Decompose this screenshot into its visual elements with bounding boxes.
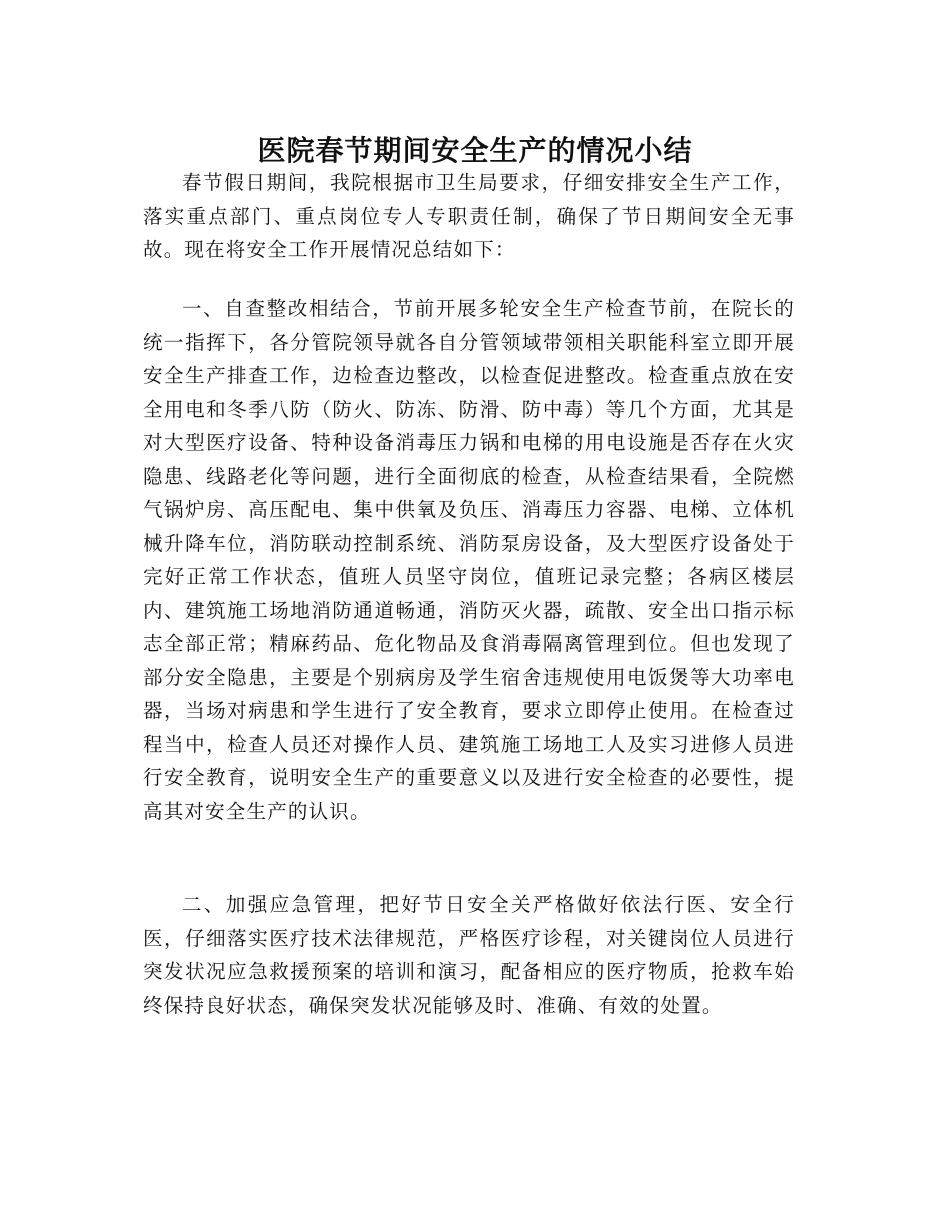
paragraph-section-1: 一、自查整改相结合，节前开展多轮安全生产检查节前，在院长的统一指挥下，各分管院领导就各自分管领域带领相关职能科室立即开展安全生产排查工作，边检查边整改，以检查促进整改。检查重点放在安全用电和冬季八防（防火、防冻、防滑、防中毒）等几个方面，尤其是对大型医疗设备、特种设备消毒压力锅和电梯的用电设施是否存在火灾隐患、线路老化等问题，进行全面彻底的检查，从检查结果看，全院燃气锅炉房、高压配电、集中供氧及负压、消毒压力容器、电梯、立体机械升降车位，消防联动控制系统、消防泵房设备，及大型医疗设备处于完好正常工作状态，值班人员坚守岗位，值班记录完整；各病区楼层内、建筑施工场地消防通道畅通，消防灭火器，疏散、安全出口指示标志全部正常；精麻药品、危化物品及食消毒隔离管理到位。但也发现了部分安全隐患，主要是个别病房及学生宿舍违规使用电饭煲等大功率电器，当场对病患和学生进行了安全教育，要求立即停止使用。在检查过程当中，检查人员还对操作人员、建筑施工场地工人及实习进修人员进行安全教育，说明安全生产的重要意义以及进行安全检查的必要性，提高其对安全生产的认识。: [143, 297, 795, 823]
paragraph-intro: 春节假日期间，我院根据市卫生局要求，仔细安排安全生产工作，落实重点部门、重点岗位专人专职责任制，确保了节日期间安全无事故。现在将安全工作开展情况总结如下：: [143, 171, 795, 261]
document-title: 医院春节期间安全生产的情况小结: [257, 133, 693, 167]
paragraph-section-2: 二、加强应急管理，把好节日安全关严格做好依法行医、安全行医，仔细落实医疗技术法律规范，严格医疗诊程，对关键岗位人员进行突发状况应急救援预案的培训和演习，配备相应的医疗物质，抢救车始终保持良好状态，确保突发状况能够及时、准确、有效的处置。: [143, 893, 795, 1017]
